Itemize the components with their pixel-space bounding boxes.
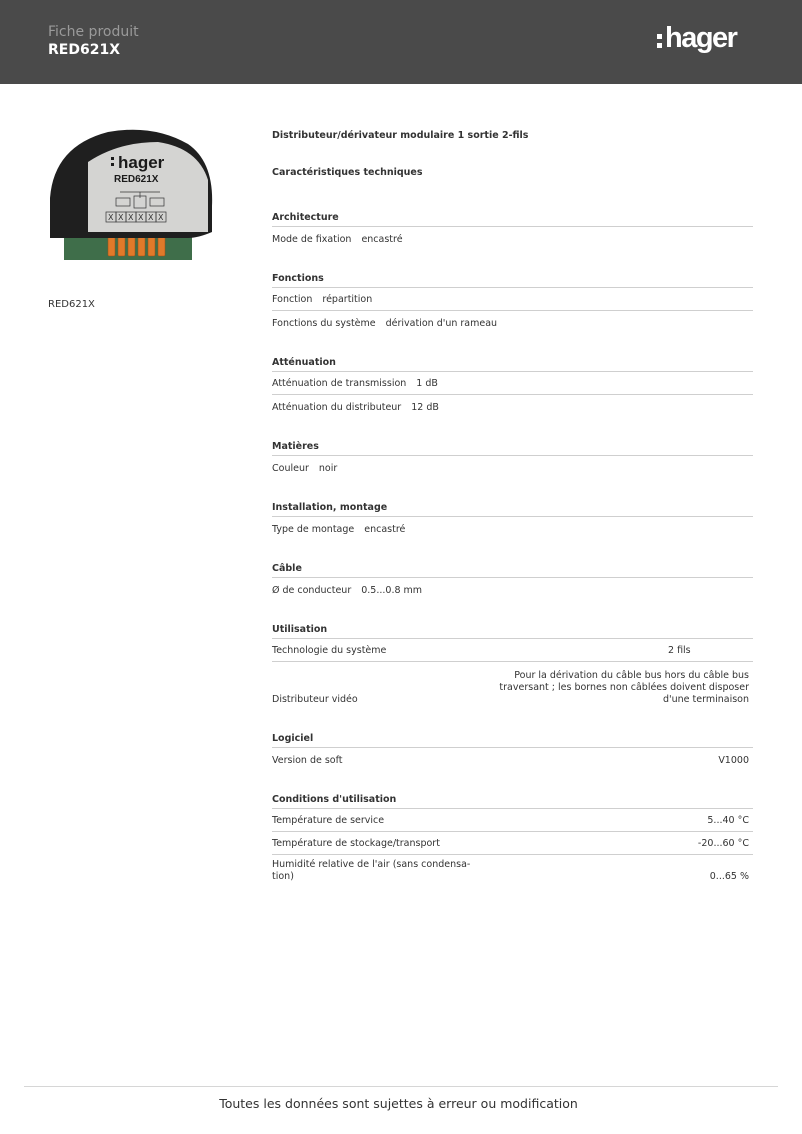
spec-content [272,130,753,895]
product-photo [48,128,213,263]
section-conditions [272,791,753,887]
spec-value: encastré [364,524,406,535]
spec-label: Type de montage [272,524,355,535]
spec-row [272,517,753,540]
spec-label: Atténuation de transmission [272,378,407,389]
spec-label: Technologie du système [272,645,387,656]
section-title: Atténuation [272,354,753,372]
section-fonctions [272,270,753,334]
svg-text:X: X [118,213,124,222]
spec-row [272,288,753,311]
logo-dots-icon [657,34,662,48]
product-caption: RED621X [48,299,95,310]
hager-logo [657,22,736,55]
spec-value: encastré [361,234,403,245]
section-title: Logiciel [272,730,753,748]
section-cable [272,560,753,601]
spec-value: V1000 [718,755,749,766]
svg-text:X: X [108,213,114,222]
spec-value: dérivation d'un rameau [385,318,498,329]
section-title: Installation, montage [272,499,753,517]
spec-label: Fonctions du système [272,318,376,329]
header-bar [0,0,802,84]
spec-label: Distributeur vidéo [272,694,358,705]
spec-row [272,832,753,855]
spec-value: répartition [322,294,373,305]
spec-value: Pour la dérivation du câble bus hors du câble bus traversant ; les bornes non câblées doivent disposer d'une terminaison [499,670,749,705]
spec-label: Atténuation du distributeur [272,402,402,413]
spec-value: 1 dB [416,378,438,389]
product-title: Distributeur/dérivateur modulaire 1 sortie 2-fils [272,130,529,141]
svg-text:X: X [138,213,144,222]
spec-row [272,662,753,710]
spec-label: Mode de fixation [272,234,352,245]
svg-text:X: X [158,213,164,222]
footer-divider [24,1086,778,1087]
product-image-brand: hager [118,153,165,172]
spec-label: Fonction [272,294,313,305]
spec-row [272,227,753,250]
spec-row [272,372,753,395]
footer-disclaimer: Toutes les données sont sujettes à erreur ou modification [219,1096,578,1111]
spec-value: 12 dB [411,402,439,413]
section-title: Fonctions [272,270,753,288]
spec-label: Version de soft [272,755,343,766]
spec-value: 0.5...0.8 mm [361,585,423,596]
section-title: Matières [272,438,753,456]
spec-row [272,855,753,887]
section-title: Câble [272,560,753,578]
spec-row [272,639,753,662]
doc-type-label: Fiche produit [48,24,139,40]
spec-value: 2 fils [668,645,691,656]
section-matieres [272,438,753,479]
section-architecture [272,209,753,250]
tech-characteristics-heading: Caractéristiques techniques [272,167,423,178]
svg-text:X: X [148,213,154,222]
spec-value: 5...40 °C [707,815,749,826]
product-image-model: RED621X [114,174,159,185]
logo-text: hager [665,22,737,54]
spec-row [272,809,753,832]
spec-label: Température de stockage/transport [272,838,440,849]
spec-label: Ø de conducteur [272,585,352,596]
section-logiciel [272,730,753,771]
spec-label: Humidité relative de l'air (sans condensa-tion) [272,859,471,882]
section-utilisation [272,621,753,710]
spec-row [272,311,753,334]
section-title: Conditions d'utilisation [272,791,753,809]
spec-value: -20...60 °C [697,838,749,849]
section-installation [272,499,753,540]
spec-row [272,456,753,479]
spec-row [272,748,753,771]
spec-label: Couleur [272,463,309,474]
product-reference: RED621X [48,42,120,58]
section-attenuation [272,354,753,418]
spec-value: noir [318,463,338,474]
svg-text:X: X [128,213,134,222]
spec-value: 0...65 % [709,871,749,882]
spec-row [272,578,753,601]
spec-row [272,395,753,418]
section-title: Utilisation [272,621,753,639]
section-title: Architecture [272,209,753,227]
spec-label: Température de service [272,815,385,826]
